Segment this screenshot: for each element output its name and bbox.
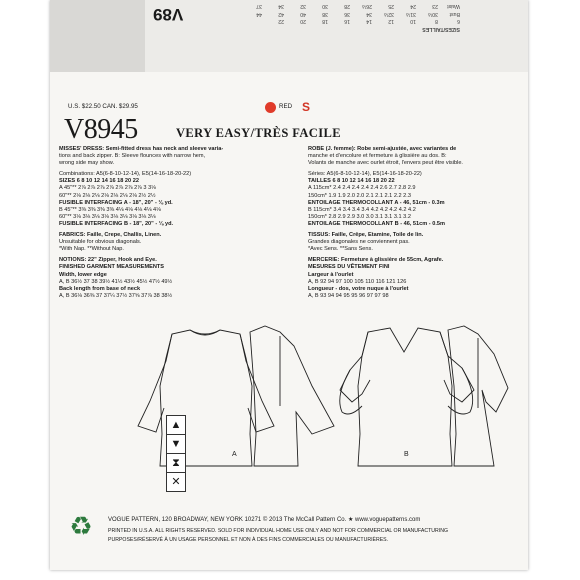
english-line: A 45"** 2⅞ 2⅞ 2⅞ 2⅞ 2⅞ 2⅞ 2⅞ 3 3⅛: [59, 185, 156, 192]
flap-shadow: [50, 0, 145, 72]
view-b-front-drawing: [340, 328, 474, 466]
size-letter: S: [302, 100, 311, 114]
english-line: tions and back zipper. B: Sleeve flounces with narrow hem,: [59, 153, 206, 160]
french-line: Séries: A5(6-8-10-12-14), E5(14-16-18-20-22): [308, 171, 422, 178]
english-line: Width, lower edge: [59, 271, 107, 278]
english-line: A, B 36⅛ 36⅜ 37 37¼ 37½ 37⅝ 37⅞ 38 38½: [59, 292, 173, 299]
flap-cell: 32: [300, 3, 306, 10]
english-line: wrong side may show.: [59, 160, 115, 167]
flap-cell: 25: [388, 3, 394, 10]
triangle-up-icon: ▲: [166, 415, 186, 435]
red-dot-icon: [265, 102, 276, 113]
french-line: A 115cm* 2.4 2.4 2.4 2.4 2.4 2.6 2.7 2.8 2.9: [308, 185, 416, 192]
view-b-label: B: [404, 451, 409, 458]
flap-cell: 34: [278, 3, 284, 10]
flap-sizes-title: SIZES/TAILLES: [422, 26, 460, 32]
flap-cell: 32½: [383, 11, 394, 17]
flap-cell: 12: [388, 18, 394, 25]
english-line: B 45"** 3⅜ 3⅜ 3⅜ 3⅜ 4⅛ 4⅛ 4⅛ 4⅛ 4⅛: [59, 206, 161, 213]
english-line: 60"** 2⅛ 2⅛ 2⅛ 2⅛ 2⅛ 2⅛ 2⅛ 2½ 2½: [59, 192, 156, 199]
french-line: A, B 93 94 94 95 95 96 97 97 98: [308, 292, 389, 299]
french-line: ENTOILAGE THERMOCOLLANT B - 46, 51cm - 0.5m: [308, 220, 445, 227]
flap-cell: 10: [410, 18, 416, 25]
english-line: A, B 36½ 37 38 39½ 41½ 43½ 45½ 47½ 49½: [59, 278, 173, 285]
flap-waist-row: [240, 2, 460, 10]
flap-cell: 20: [300, 18, 306, 25]
flap-cell: Bust: [449, 11, 460, 17]
french-line: MESURES DU VÊTEMENT FINI: [308, 264, 390, 271]
flap-cell: 6: [457, 18, 460, 25]
english-line: Combinations: A5(6-8-10-12-14), E5(14-16-18-20-22): [59, 171, 192, 178]
flap-cell: 18: [322, 18, 328, 25]
flap-cell: 22: [278, 18, 284, 25]
flap-cell: 28: [344, 3, 350, 10]
french-line: ROBE (J. femme): Robe semi-ajustée, avec variantes de: [308, 146, 457, 152]
flap-cell: 30½: [427, 11, 438, 17]
english-line: FINISHED GARMENT MEASUREMENTS: [59, 264, 165, 271]
flap-cell: 34: [366, 11, 372, 17]
french-line: *Avec Sens. **Sans Sens.: [308, 246, 373, 253]
english-line: MISSES' DRESS: Semi-fitted dress has neck and sleeve varia-: [59, 146, 224, 152]
footer-address: VOGUE PATTERN, 120 BROADWAY, NEW YORK 10271 © 2013 The McCall Pattern Co. ★ www.voguepatterns.com: [108, 517, 421, 523]
technical-drawings: [50, 316, 528, 491]
flap-cell: 30: [322, 3, 328, 10]
french-line: TAILLES 6 8 10 12 14 16 18 20 22: [308, 178, 395, 185]
english-line: 60"** 3⅛ 3⅛ 3⅛ 3⅛ 3⅛ 3⅛ 3⅛ 3⅛ 3⅛: [59, 213, 156, 220]
footer-rights-fr: PURPOSES/RÉSERVÉ À UN USAGE PERSONNEL ET NON À DES FINS COMMERCIALES OU MANUFACTURIÈRES.: [108, 537, 389, 543]
flap-bust-row: [240, 10, 460, 18]
cross-icon: ✕: [166, 472, 186, 492]
english-line: SIZES 6 8 10 12 14 16 18 20 22: [59, 178, 139, 185]
pattern-number: V8945: [64, 114, 138, 145]
flap-cell: 36: [344, 11, 350, 17]
french-line: ENTOILAGE THERMOCOLLANT A - 46, 51cm - 0.3m: [308, 199, 445, 206]
flap-cell: 23: [432, 3, 438, 10]
flap-cell: 26½: [361, 3, 372, 10]
flap-size-row: [240, 17, 460, 25]
view-a-front-drawing: [138, 330, 274, 466]
flap-cell: 8: [435, 18, 438, 25]
french-line: A, B 92 94 97 100 105 110 116 121 126: [308, 278, 407, 285]
flap-cell: 40: [300, 11, 306, 17]
french-line: B 115cm* 3.4 3.4 3.4 3.4 4.2 4.2 4.2 4.2 4.2: [308, 206, 416, 213]
english-line: FUSIBLE INTERFACING B - 18", 20" - ⅛ yd.: [59, 220, 174, 227]
english-line: Back length from base of neck: [59, 285, 141, 292]
french-line: Volants de manche avec ourlet étroit, l'envers peut être visible.: [308, 160, 463, 167]
hourglass-icon: ⧗: [166, 453, 186, 473]
footer-rights: PRINTED IN U.S.A. ALL RIGHTS RESERVED. SOLD FOR INDIVIDUAL HOME USE ONLY AND NOT FOR COMMERCIAL OR MANUFACTURING: [108, 528, 449, 534]
flap-cell: 44: [256, 11, 262, 17]
recycle-icon: ♻: [69, 511, 93, 541]
pattern-envelope-back: [50, 0, 528, 570]
french-line: Grandes diagonales ne conviennent pas.: [308, 239, 410, 246]
flap-size-table: [240, 2, 460, 32]
french-instructions: [308, 146, 463, 300]
flap-cell: 38: [322, 11, 328, 17]
french-line: MERCERIE: Fermeture à glissière de 55cm, Agrafe.: [308, 257, 444, 264]
flap-cell: 16: [344, 18, 350, 25]
english-instructions: [59, 146, 223, 300]
english-line: Unsuitable for obvious diagonals.: [59, 239, 142, 246]
english-line: FUSIBLE INTERFACING A - 18", 20" - ⅛ yd.: [59, 199, 173, 206]
french-line: Largeur à l'ourlet: [308, 271, 354, 278]
french-line: 150cm* 2.8 2.9 2.9 3.0 3.0 3.1 3.1 3.1 3.2: [308, 213, 411, 220]
flap-cell: Waist: [447, 3, 460, 10]
flap-cell: 24: [410, 3, 416, 10]
flap-cell: 14: [366, 18, 372, 25]
difficulty-label: VERY EASY/TRÈS FACILE: [176, 126, 341, 140]
triangle-down-icon: ▼: [166, 434, 186, 454]
view-b-back-drawing: [448, 326, 508, 466]
english-line: FABRICS: Faille, Crepe, Challis, Linen.: [59, 232, 162, 239]
flap-cell: 31½: [405, 11, 416, 17]
english-line: *With Nap. **Without Nap.: [59, 246, 124, 253]
price: U.S. $22.50 CAN. $29.95: [68, 103, 138, 110]
view-a-label: A: [232, 451, 237, 458]
french-line: manche et d'encolure et fermeture à glissière au dos. B:: [308, 153, 447, 160]
french-line: 150cm* 1.9 1.9 2.0 2.0 2.1 2.1 2.1 2.2 2.3: [308, 192, 411, 199]
envelope-flap: [50, 0, 528, 72]
french-line: Longueur - dos, votre nuque à l'ourlet: [308, 285, 409, 292]
flap-pattern-code: V89: [153, 5, 184, 24]
view-a-back-drawing: [250, 326, 334, 466]
color-label: RED: [279, 103, 293, 110]
flap-cell: 37: [256, 3, 262, 10]
flap-cell: 42: [278, 11, 284, 17]
french-line: TISSUS: Faille, Crêpe, Etamine, Toile de lin.: [308, 232, 424, 239]
english-line: NOTIONS: 22" Zipper, Hook and Eye.: [59, 257, 157, 264]
